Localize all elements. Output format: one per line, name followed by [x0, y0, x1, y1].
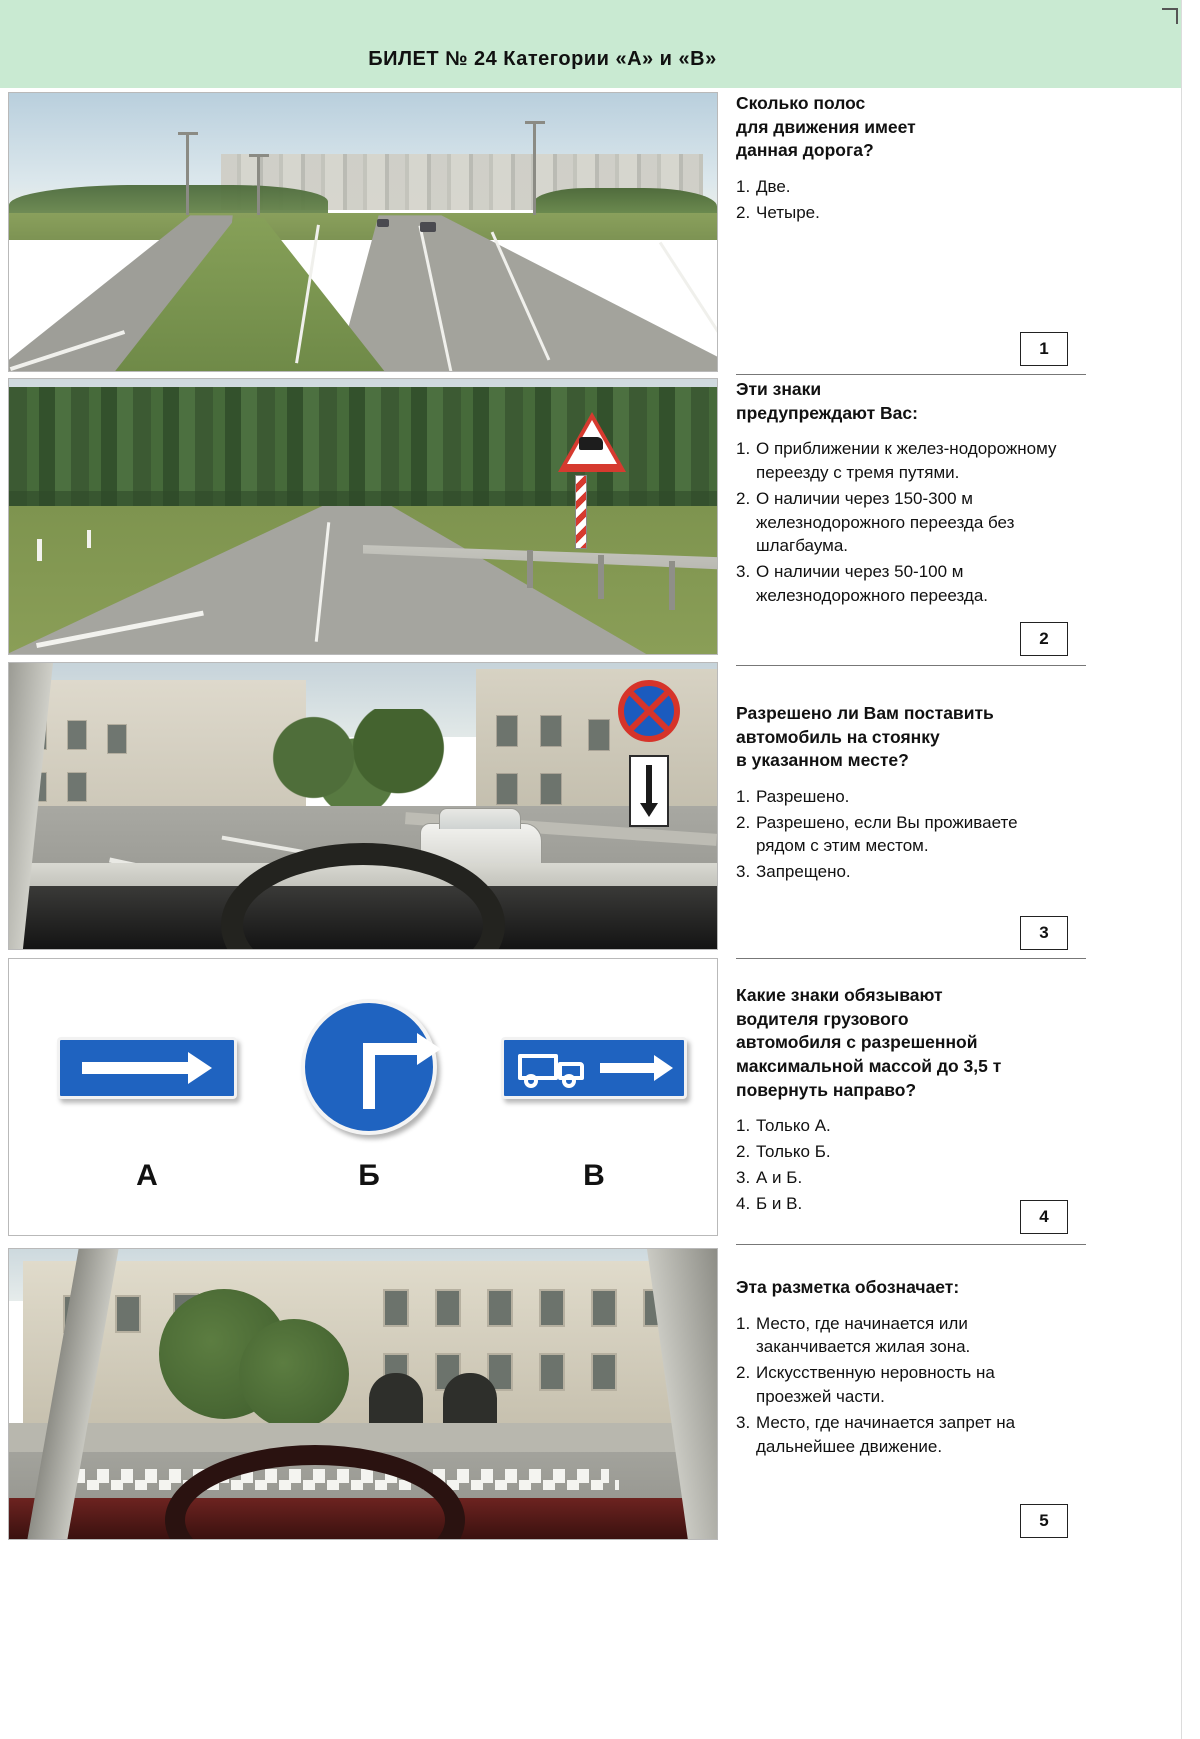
question-2-photo [8, 378, 718, 655]
question-4-text [736, 984, 1066, 1217]
answer-text: Разрешено. [756, 786, 850, 806]
answer-option[interactable] [736, 1140, 1066, 1164]
title-line: для движения имеет [736, 116, 916, 137]
answer-text: Запрещено. [756, 862, 851, 882]
question-1-answers [736, 175, 1066, 225]
answer-number: 3. [736, 1412, 751, 1432]
question-1-title [736, 92, 1066, 163]
window [383, 1289, 409, 1327]
answer-option[interactable] [736, 860, 1066, 884]
sign-a-letter: А [136, 1159, 158, 1192]
answer-option[interactable] [736, 437, 1066, 485]
guardrail-post [598, 555, 604, 599]
window [67, 720, 87, 750]
title-line: автомобиль на стоянку [736, 726, 940, 747]
window [107, 724, 127, 754]
arrow-down-head [640, 803, 658, 817]
page-right-margin [1181, 0, 1200, 1739]
answer-number: 2. [736, 1141, 751, 1161]
tree [239, 1319, 349, 1429]
guardrail-post [527, 550, 533, 589]
arrow-head [654, 1055, 673, 1081]
truck-box [518, 1054, 558, 1080]
window [67, 772, 87, 802]
question-4-signs-panel [8, 958, 718, 1236]
title-line: в указанном месте? [736, 750, 909, 771]
answer-number: 3. [736, 862, 751, 882]
window [539, 1353, 565, 1391]
answer-option[interactable] [736, 1192, 1066, 1216]
answer-text: Место, где начинается запрет на дальнейшее движение. [756, 1412, 1016, 1456]
question-3-photo [8, 662, 718, 950]
answer-option[interactable] [736, 175, 1066, 199]
arrow-shaft [600, 1063, 658, 1073]
question-block-2 [8, 378, 1078, 655]
answer-text: О наличии через 50-100 м железнодорожного переезда. [756, 562, 989, 606]
question-3-number: 3 [1020, 916, 1068, 950]
answer-number: 3. [736, 562, 751, 582]
street-trees [250, 709, 462, 806]
turn-arrow-head [417, 1033, 441, 1065]
utility-pole-1 [186, 132, 189, 215]
question-2-number: 2 [1020, 622, 1068, 656]
guardrail-post [669, 561, 675, 611]
question-1-text [736, 92, 1066, 226]
answer-option[interactable] [736, 1166, 1066, 1190]
truck-wheel [524, 1074, 538, 1088]
sidewalk [9, 1423, 717, 1452]
question-2-answers [736, 437, 1066, 608]
sign-b-round-turn-right [301, 999, 437, 1135]
utility-pole-3 [533, 121, 536, 216]
window [588, 719, 610, 751]
answer-option[interactable] [736, 785, 1066, 809]
header-band [0, 0, 1200, 88]
window [591, 1353, 617, 1391]
question-block-5 [8, 1248, 1078, 1540]
sign-plate-arrow-down [629, 755, 669, 827]
answer-text: Только Б. [756, 1141, 831, 1161]
answer-text: Место, где начинается или заканчивается жилая зона. [756, 1313, 971, 1357]
window [591, 1289, 617, 1327]
answer-text: О наличии через 150-300 м железнодорожного переезда без шлагбаума. [756, 488, 1015, 556]
window [540, 773, 562, 805]
question-5-photo [8, 1248, 718, 1540]
window [435, 1289, 461, 1327]
answer-option[interactable] [736, 811, 1066, 859]
question-3-answers [736, 785, 1066, 884]
answer-option[interactable] [736, 1361, 1066, 1409]
answer-number: 1. [736, 439, 751, 459]
answer-number: 4. [736, 1193, 751, 1213]
utility-pole-2 [257, 154, 260, 215]
truck-wheel [562, 1074, 576, 1088]
question-4-answers [736, 1114, 1066, 1215]
answer-option[interactable] [736, 487, 1066, 558]
answer-option[interactable] [736, 560, 1066, 608]
question-4-number: 4 [1020, 1200, 1068, 1234]
question-5-title [736, 1276, 1066, 1300]
vehicle-far-1 [377, 219, 389, 227]
roadside-post-1 [37, 539, 42, 561]
arrow-shaft [82, 1062, 192, 1074]
turn-arrow-horizontal [363, 1043, 419, 1055]
building [23, 1261, 703, 1429]
answer-text: Б и В. [756, 1193, 803, 1213]
answer-number: 2. [736, 202, 751, 222]
window [487, 1289, 513, 1327]
question-3-title [736, 702, 1066, 773]
level-crossing-countdown-post [575, 475, 587, 549]
corner-crop-mark [1158, 8, 1178, 28]
title-line: данная дорога? [736, 140, 874, 161]
answer-number: 3. [736, 1167, 751, 1187]
sign-b-letter: Б [358, 1159, 380, 1192]
answer-text: Только А. [756, 1116, 831, 1136]
roadside-grass [9, 213, 717, 241]
answer-text: Разрешено, если Вы проживаете рядом с этим местом. [756, 812, 1018, 856]
title-line: Какие знаки обязывают [736, 985, 943, 1005]
question-2-text [736, 378, 1066, 610]
title-line: Эти знаки [736, 379, 822, 399]
question-1-divider [736, 374, 1086, 375]
title-line: максимальной массой до 3,5 т [736, 1055, 1002, 1076]
question-3-text [736, 702, 1066, 886]
locomotive-pictogram [579, 437, 603, 450]
answer-number: 2. [736, 812, 751, 832]
question-1-number: 1 [1020, 332, 1068, 366]
title-line: Сколько полос [736, 93, 866, 113]
title-line: Разрешено ли Вам поставить [736, 703, 994, 723]
answer-number: 1. [736, 1313, 751, 1333]
answer-option[interactable] [736, 1312, 1066, 1360]
answer-text: Искусственную неровность на проезжей части. [756, 1363, 995, 1407]
sign-v-letter: В [583, 1159, 605, 1192]
answer-number: 2. [736, 1363, 751, 1383]
answer-option[interactable] [736, 201, 1066, 225]
question-block-3 [8, 662, 1078, 950]
window [496, 773, 518, 805]
answer-text: А и Б. [756, 1167, 803, 1187]
question-4-divider [736, 1244, 1086, 1245]
title-line: водителя грузового [736, 1008, 909, 1029]
turn-arrow-vertical [363, 1047, 375, 1109]
question-5-number: 5 [1020, 1504, 1068, 1538]
window [540, 715, 562, 747]
window [115, 1295, 141, 1333]
answer-option[interactable] [736, 1411, 1066, 1459]
vehicle-far-2 [420, 222, 436, 232]
answer-number: 2. [736, 488, 751, 508]
answer-option[interactable] [736, 1114, 1066, 1138]
answer-number: 1. [736, 786, 751, 806]
question-5-answers [736, 1312, 1066, 1459]
sign-a-rect-arrow-right [57, 1037, 237, 1099]
question-block-4 [8, 958, 1078, 1236]
question-5-text [736, 1276, 1066, 1460]
no-stopping-sign [618, 680, 680, 742]
title-line: Эта разметка обозначает: [736, 1277, 960, 1297]
question-2-title [736, 378, 1066, 425]
answer-number: 1. [736, 1116, 751, 1136]
roadside-post-2 [87, 530, 91, 548]
title-line: повернуть направо? [736, 1079, 917, 1100]
title-line: автомобиля с разрешенной [736, 1032, 978, 1053]
arrow-head [188, 1052, 212, 1084]
question-block-1 [8, 92, 1078, 372]
sign-v-rect-truck-arrow [501, 1037, 687, 1099]
question-4-title [736, 984, 1066, 1102]
page-title: БИЛЕТ № 24 Категории «А» и «В» [368, 48, 717, 70]
question-1-photo [8, 92, 718, 372]
title-line: предупреждают Вас: [736, 402, 918, 423]
window [539, 1289, 565, 1327]
answer-text: О приближении к желез-нодорожному переезду с тремя путями. [756, 439, 1057, 483]
answer-text: Две. [756, 176, 791, 196]
answer-number: 1. [736, 176, 751, 196]
window [496, 715, 518, 747]
answer-text: Четыре. [756, 202, 820, 222]
